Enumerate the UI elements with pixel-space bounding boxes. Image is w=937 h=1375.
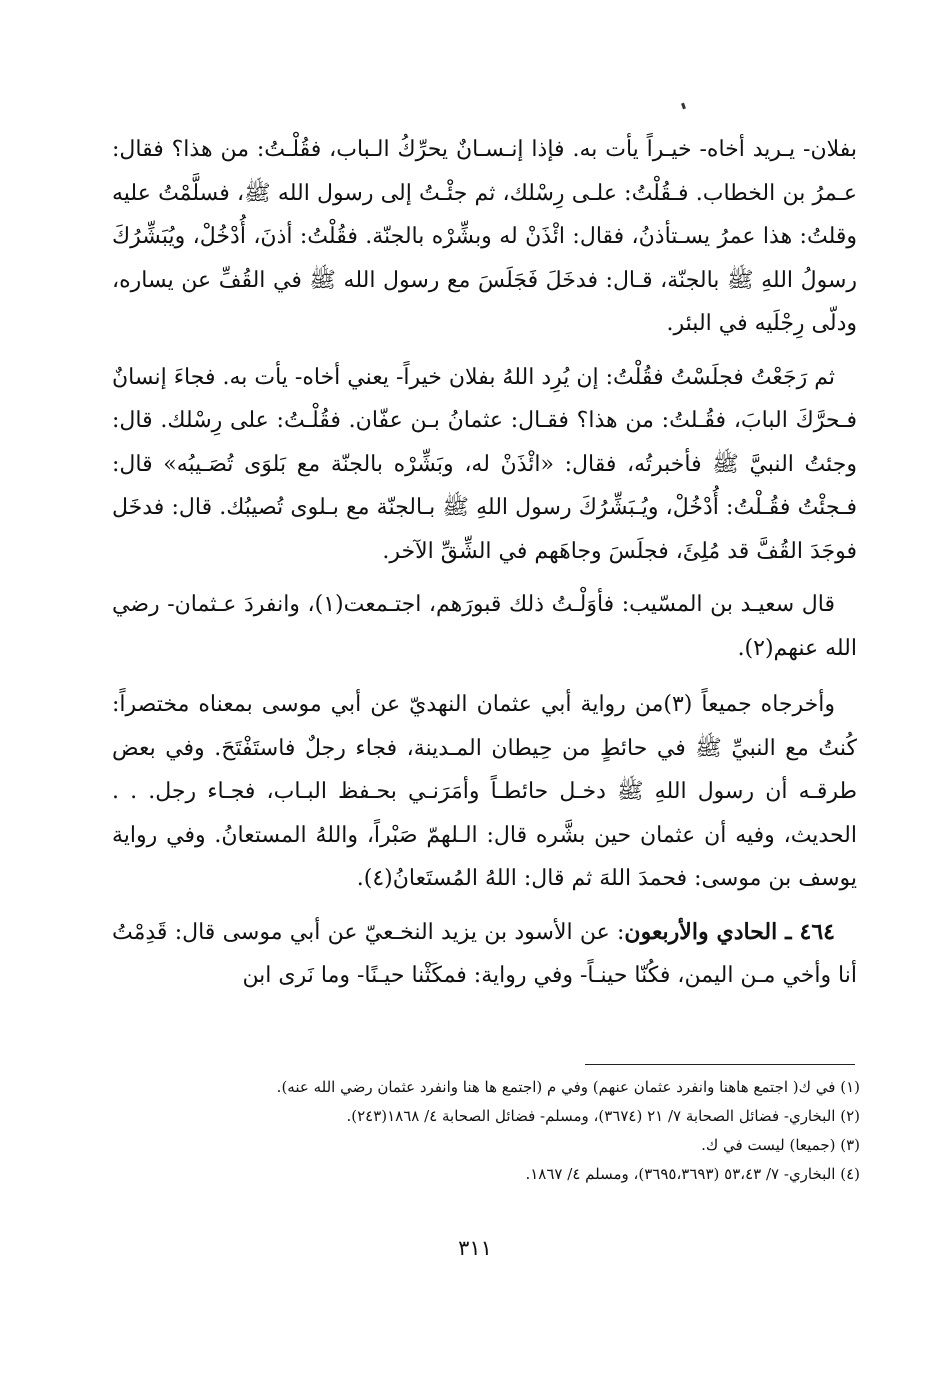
main-text — [112, 128, 857, 998]
footnotes — [180, 1073, 860, 1189]
paragraph-4: وأخرجاه جميعاً (٣)من رواية أبي عثمان النهديّ عن أبي موسى بمعناه مختصراً: كُنتُ مع النبيِّ ﷺ في حائطٍ من حِيطان المـدينة، فجاء رجلٌ فاستَفْتَحَ. وفي بعض طرقـه أن رسول اللهِ ﷺ دخـل حائطـاً وأمَرَنـي بحـفظ البـاب، فجـاء رجل. . . الحديث، وفيه أن عثمان حين بشَّره قال: الـلهمّ صَبْراً، واللهُ المستعانُ. وفي رواية يوسف بن موسى: فحمدَ اللهَ ثم قال: اللهُ المُستَعانُ(٤). — [112, 692, 857, 891]
hadith-number: ٤٦٤ ـ الحادي والأربعون — [624, 918, 835, 945]
paragraph-5 — [112, 911, 857, 998]
footnote-1: (١) في ك( اجتمع هاهنا وانفرد عثمان عنهم) وفي م (اجتمع ها هنا وانفرد عثمان رضي الله عنه). — [276, 1078, 860, 1096]
paragraph-1: بفلان- يـريد أخاه- خيـراً يأت به. فإذا إنـسـانٌ يحرِّكُ الـباب، فقُلْـتُ: من هذا؟ فقال: عـمرُ بن الخطاب. فـقُلْتُ: علـى رِسْلك، ثم جئْـتُ إلى رسول الله ﷺ، فسلَّمْتُ عليه وقلتُ: هذا عمرُ يسـتأذنُ، فقال: ائْذَنْ له وبشِّرْه بالجنّة. فقُلْتُ: أذنَ، أُدْخُلْ، ويُبَشِّرُكَ رسولُ اللهِ ﷺ بالجنّة، قـال: فدخَلَ فَجَلَسَ مع رسول الله ﷺ في القُفِّ عن يساره، ودلّى رِجْلَيه في البئر. — [112, 137, 857, 336]
footnote-4: (٤) البخاري- ٧/ ٥٣،٤٣ (٣٦٩٥،٣٦٩٣)، ومسلم ٤/ ١٨٦٧. — [525, 1165, 860, 1183]
paragraph-3: قال سعيـد بن المسّيب: فأوَلْـتُ ذلك قبورَهم، اجتـمعت(١)، وانفردَ عـثمان- رضي الله عنهم(٢). — [112, 592, 857, 661]
print-speck — [681, 103, 686, 110]
page-number: ٣١١ — [458, 1236, 492, 1260]
footnote-3: (٣) (جميعا) ليست في ك. — [701, 1136, 860, 1154]
footnote-2: (٢) البخاري- فضائل الصحابة ٧/ ٢١ (٣٦٧٤)، ومسلم- فضائل الصحابة ٤/ ١٨٦٨(٢٤٣). — [346, 1107, 860, 1125]
footnote-divider — [585, 1064, 855, 1065]
paragraph-2: ثم رَجَعْتُ فجلَسْتُ فقُلْتُ: إن يُرِد اللهُ بفلان خيراً- يعني أخاه- يأت به. فجاءَ إنسانٌ فـحرَّكَ البابَ، فقُـلتُ: من هذا؟ فقـال: عثمانُ بـن عفّان. فقُلْـتُ: على رِسْلك. قال: وجئتُ النبيَّ ﷺ فأخبرتُه، فقال: «ائْذَنْ له، وبَشِّرْه بالجنّة مع بَلوَى تُصَـيبُه» قال: فـجئْتُ فقُـلْتُ: أُدْخُلْ، ويُـبَشِّرُكَ رسول اللهِ ﷺ بـالجنّة مع بـلوى تُصيبُك. قال: فدخَل فوجَدَ القُفَّ قد مُلِئَ، فجلَسَ وجاهَهم في الشِّقِّ الآخر. — [112, 364, 857, 564]
hadith-text: : عن الأسود بن يزيد النخـعيّ عن أبي موسى قال: قَدِمْتُ أنا وأخي مـن اليمن، فكُنّا حينـاً- وفي رواية: فمكَثْنا حيـنًا- وما نَرى ابن — [112, 919, 857, 988]
